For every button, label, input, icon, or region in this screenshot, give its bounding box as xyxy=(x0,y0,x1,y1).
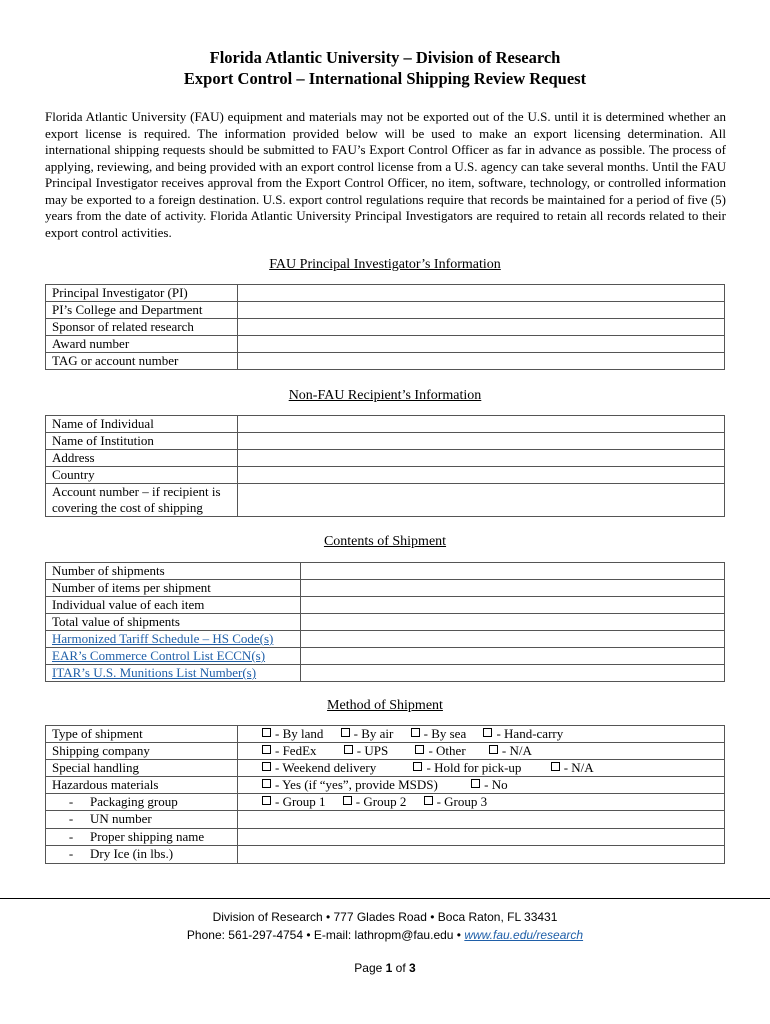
field-label: Hazardous materials xyxy=(46,777,238,794)
field-label: Total value of shipments xyxy=(46,614,301,631)
checkbox-icon[interactable] xyxy=(262,762,271,771)
checkbox-icon[interactable] xyxy=(551,762,560,771)
pi-name-field[interactable] xyxy=(238,285,725,302)
address-field[interactable] xyxy=(238,450,725,467)
checkbox-icon[interactable] xyxy=(262,745,271,754)
hs-code-link[interactable]: Harmonized Tariff Schedule – HS Code(s) xyxy=(52,631,274,646)
table-row xyxy=(46,285,725,302)
field-label: TAG or account number xyxy=(46,353,238,370)
option-group-3[interactable]: - Group 3 xyxy=(424,794,488,810)
table-row xyxy=(46,665,725,682)
checkbox-icon[interactable] xyxy=(413,762,422,771)
table-row xyxy=(46,794,725,811)
table-row xyxy=(46,726,725,743)
checkbox-icon[interactable] xyxy=(262,796,271,805)
option-hazard-no[interactable]: - No xyxy=(471,777,507,793)
table-row xyxy=(46,580,725,597)
field-label: Address xyxy=(46,450,238,467)
table-row xyxy=(46,631,725,648)
document-title-line2: Export Control – International Shipping Review Request xyxy=(183,69,587,88)
footer-divider xyxy=(0,898,770,899)
num-shipments-field[interactable] xyxy=(301,563,725,580)
field-label: - UN number xyxy=(46,811,238,829)
field-label: - Dry Ice (in lbs.) xyxy=(46,846,238,864)
items-per-shipment-field[interactable] xyxy=(301,580,725,597)
table-row xyxy=(46,811,725,829)
eccn-field[interactable] xyxy=(301,648,725,665)
option-ups[interactable]: - UPS xyxy=(344,743,388,759)
field-label: Number of items per shipment xyxy=(46,580,301,597)
option-company-na[interactable]: - N/A xyxy=(489,743,532,759)
pi-section-heading: FAU Principal Investigator’s Information xyxy=(269,257,501,272)
footer-contact: Phone: 561-297-4754 • E-mail: lathropm@fau.edu • www.fau.edu/research xyxy=(186,928,584,942)
table-row xyxy=(46,416,725,433)
table-row xyxy=(46,743,725,760)
table-row xyxy=(46,302,725,319)
un-number-field[interactable] xyxy=(238,811,725,829)
checkbox-icon[interactable] xyxy=(483,728,492,737)
field-label: - Packaging group xyxy=(46,794,238,811)
field-label: PI’s College and Department xyxy=(46,302,238,319)
table-row xyxy=(46,484,725,517)
page-number: Page 1 of 3 xyxy=(354,961,416,975)
checkbox-icon[interactable] xyxy=(343,796,352,805)
checkbox-icon[interactable] xyxy=(262,779,271,788)
intro-paragraph: Florida Atlantic University (FAU) equipment and materials may not be exported out of the U.S. until it is determined whether an export license is required. The information provided below will be used to make an export licensing determination. All international shipping requests should be submitted to FAU’s Export Control Officer as far in advance as possible. The process of applying, reviewing, and being provided with an export control license from a U.S. agency can take several months. Until the FAU Principal Investigator receives approval from the Export Control Officer, no item, software, technology, or controlled information may be exported to a foreign destination. U.S. export control regulations require that records be maintained for a period of five (5) years from the date of activity. Florida Atlantic University Principal Investigators are required to retain all records related to their export control activities. xyxy=(45,109,726,240)
checkbox-icon[interactable] xyxy=(341,728,350,737)
website-link[interactable]: www.fau.edu/research xyxy=(464,928,584,942)
total-value-field[interactable] xyxy=(301,614,725,631)
item-value-field[interactable] xyxy=(301,597,725,614)
pi-college-field[interactable] xyxy=(238,302,725,319)
pi-info-table xyxy=(45,284,725,370)
recipient-section-heading: Non-FAU Recipient’s Information xyxy=(288,388,482,403)
tag-account-field[interactable] xyxy=(238,353,725,370)
checkbox-icon[interactable] xyxy=(262,728,271,737)
table-row xyxy=(46,648,725,665)
table-row xyxy=(46,353,725,370)
field-label: Number of shipments xyxy=(46,563,301,580)
footer-address: Division of Research • 777 Glades Road • Boca Raton, FL 33431 xyxy=(212,910,558,924)
checkbox-icon[interactable] xyxy=(489,745,498,754)
field-label: Account number – if recipient is covering the cost of shipping xyxy=(46,484,238,517)
contents-section-heading: Contents of Shipment xyxy=(323,534,447,549)
option-fedex[interactable]: - FedEx xyxy=(262,743,317,759)
document-title-line1: Florida Atlantic University – Division of Research xyxy=(209,48,561,67)
table-row xyxy=(46,760,725,777)
option-group-1[interactable]: - Group 1 xyxy=(262,794,326,810)
table-row xyxy=(46,563,725,580)
recipient-account-field[interactable] xyxy=(238,484,725,517)
usml-link[interactable]: ITAR’s U.S. Munitions List Number(s) xyxy=(52,665,257,680)
field-label: Name of Institution xyxy=(46,433,238,450)
dry-ice-field[interactable] xyxy=(238,846,725,864)
institution-field[interactable] xyxy=(238,433,725,450)
field-label: Country xyxy=(46,467,238,484)
sponsor-field[interactable] xyxy=(238,319,725,336)
field-label: - Proper shipping name xyxy=(46,828,238,846)
method-table xyxy=(45,725,725,864)
table-row xyxy=(46,846,725,864)
field-label: Shipping company xyxy=(46,743,238,760)
field-label: Name of Individual xyxy=(46,416,238,433)
checkbox-icon[interactable] xyxy=(471,779,480,788)
eccn-link[interactable]: EAR’s Commerce Control List ECCN(s) xyxy=(52,648,266,663)
contents-table xyxy=(45,562,725,682)
table-row xyxy=(46,336,725,353)
table-row xyxy=(46,450,725,467)
table-row xyxy=(46,614,725,631)
field-label: Sponsor of related research xyxy=(46,319,238,336)
option-group-2[interactable]: - Group 2 xyxy=(343,794,407,810)
option-weekend-delivery[interactable]: - Weekend delivery xyxy=(262,760,376,776)
option-other[interactable]: - Other xyxy=(415,743,465,759)
table-row xyxy=(46,777,725,794)
field-label: Special handling xyxy=(46,760,238,777)
recipient-info-table xyxy=(45,415,725,517)
hs-code-field[interactable] xyxy=(301,631,725,648)
checkbox-icon[interactable] xyxy=(415,745,424,754)
field-label: Individual value of each item xyxy=(46,597,301,614)
option-handling-na[interactable]: - N/A xyxy=(551,760,594,776)
option-hazard-yes[interactable]: - Yes (if “yes”, provide MSDS) xyxy=(262,777,438,793)
option-by-sea[interactable]: - By sea xyxy=(411,726,467,742)
field-label: Principal Investigator (PI) xyxy=(46,285,238,302)
table-row xyxy=(46,433,725,450)
recipient-name-field[interactable] xyxy=(238,416,725,433)
table-row xyxy=(46,828,725,846)
method-section-heading: Method of Shipment xyxy=(327,698,443,713)
usml-field[interactable] xyxy=(301,665,725,682)
option-by-air[interactable]: - By air xyxy=(341,726,394,742)
table-row xyxy=(46,597,725,614)
option-hold-pickup[interactable]: - Hold for pick-up xyxy=(413,760,521,776)
option-by-land[interactable]: - By land xyxy=(262,726,323,742)
checkbox-icon[interactable] xyxy=(411,728,420,737)
table-row xyxy=(46,467,725,484)
field-label: Award number xyxy=(46,336,238,353)
country-field[interactable] xyxy=(238,467,725,484)
shipping-name-field[interactable] xyxy=(238,828,725,846)
checkbox-icon[interactable] xyxy=(344,745,353,754)
checkbox-icon[interactable] xyxy=(424,796,433,805)
table-row xyxy=(46,319,725,336)
option-hand-carry[interactable]: - Hand-carry xyxy=(483,726,563,742)
award-number-field[interactable] xyxy=(238,336,725,353)
field-label: Type of shipment xyxy=(46,726,238,743)
